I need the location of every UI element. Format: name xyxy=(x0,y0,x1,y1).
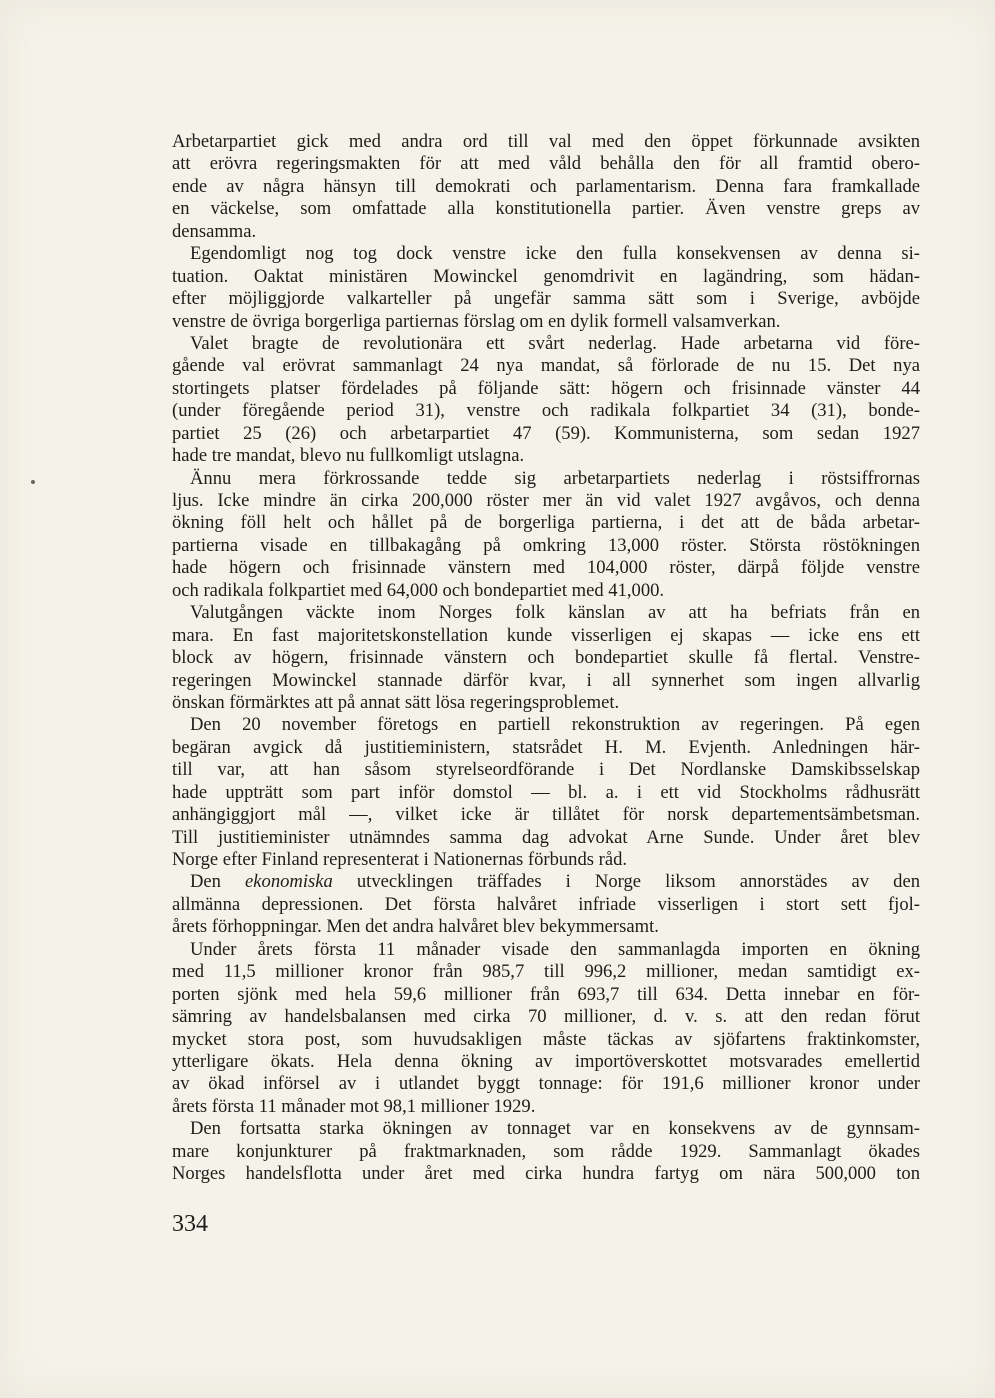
paragraph xyxy=(172,714,920,871)
text-line: Arbetarpartiet gick med andra ord till val med den öppet förkunnade avsikten xyxy=(172,131,920,152)
text-line: partierna visade en tillbakagång på omkring 13,000 röster. Största röstökningen xyxy=(172,534,920,556)
text-line: hade högern och frisinnade vänstern med 104,000 röster, därpå följde venstre xyxy=(172,557,920,579)
text-line: venstre de övriga borgerliga partiernas förslag om en dylik formell valsamverkan. xyxy=(172,310,781,332)
paragraph xyxy=(172,871,920,938)
text-line: stortingets platser fördelades på följande sätt: högern och frisinnade vänster 44 xyxy=(172,377,920,399)
text-line: anhängiggjort mål —, vilket icke är tillåtet för norsk departementsämbetsman. xyxy=(172,804,920,826)
paragraph xyxy=(172,131,920,243)
text-line: ytterligare ökats. Hela denna ökning av importöverskottet motsvarades emellertid xyxy=(172,1050,920,1072)
text-line: ökning föll helt och hållet på de borgerliga partierna, i det att de båda arbetar- xyxy=(172,512,920,534)
text-line: ende av några hänsyn till demokrati och parlamentarism. Denna fara framkallade xyxy=(172,175,920,197)
margin-mark xyxy=(31,480,35,484)
text-line: sämring av handelsbalansen med cirka 70 millioner, d. v. s. att den redan förut xyxy=(172,1006,920,1028)
text-line: allmänna depressionen. Det första halvåret infriade visserligen i stort sett fjol- xyxy=(172,893,920,915)
text-line: Norges handelsflotta under året med cirka hundra fartyg om nära 500,000 ton xyxy=(172,1163,920,1185)
text-line: Egendomligt nog tog dock venstre icke den fulla konsekvensen av denna si- xyxy=(190,243,920,265)
paragraph xyxy=(172,602,920,714)
body-text xyxy=(172,131,920,1186)
text-line: Den ekonomiska utvecklingen träffades i Norge liksom annorstädes av den xyxy=(190,871,920,893)
text-line: ljus. Icke mindre än cirka 200,000 röster mer än vid valet 1927 avgåvos, och denna xyxy=(172,490,920,511)
text-line: Till justitieminister utnämndes samma dag advokat Arne Sunde. Under året blev xyxy=(172,826,920,848)
text-line: Norge efter Finland representerat i Nationernas förbunds råd. xyxy=(172,849,628,870)
text-line: densamma. xyxy=(172,220,257,242)
text-line: till var, att han såsom styrelseordförande i Det Nordlanske Damskibsselskap xyxy=(172,759,920,781)
paragraph xyxy=(172,468,920,603)
text-line: Valutgången väckte inom Norges folk känslan av att ha befriats från en xyxy=(190,602,920,624)
text-line: och radikala folkpartiet med 64,000 och bondepartiet med 41,000. xyxy=(172,579,665,601)
paragraph xyxy=(172,333,920,468)
text-line: en väckelse, som omfattade alla konstitutionella partier. Även venstre greps av xyxy=(172,198,920,220)
text-line: önskan förmärktes att på annat sätt lösa regeringsproblemet. xyxy=(172,691,620,713)
text-line: mare konjunkturer på fraktmarknaden, som rådde 1929. Sammanlagt ökades xyxy=(172,1140,920,1162)
text-line: begäran avgick då justitieministern, statsrådet H. M. Evjenth. Anledningen här- xyxy=(172,736,920,758)
paragraph xyxy=(172,939,920,1119)
text-line: (under föregående period 31), venstre och radikala folkpartiet 34 (31), bonde- xyxy=(172,400,920,422)
text-line: porten sjönk med hela 59,6 millioner från 693,7 till 634. Detta innebar en för- xyxy=(172,983,920,1005)
emphasized-word: ekonomiska xyxy=(245,871,333,893)
text-line: block av högern, frisinnade vänstern och bondepartiet skulle få flertal. Venstre- xyxy=(172,647,920,669)
page-number: 334 xyxy=(172,1211,208,1237)
paragraph xyxy=(172,1118,920,1185)
text-line: regeringen Mowinckel stannade därför kvar, i all synnerhet som ingen allvarlig xyxy=(172,669,920,691)
text-line: Den fortsatta starka ökningen av tonnaget var en konsekvens av de gynnsam- xyxy=(190,1118,920,1140)
paragraph xyxy=(172,243,920,333)
text-line: mara. En fast majoritetskonstellation kunde visserligen ej skapas — icke ens ett xyxy=(172,624,920,646)
text-line: Valet bragte de revolutionära ett svårt nederlag. Hade arbetarna vid före- xyxy=(190,332,920,354)
text-line: med 11,5 millioner kronor från 985,7 till 996,2 millioner, medan samtidigt ex- xyxy=(172,961,920,983)
text-line: hade tre mandat, blevo nu fullkomligt utslagna. xyxy=(172,445,525,467)
text-line: Den 20 november företogs en partiell rekonstruktion av regeringen. På egen xyxy=(190,714,920,736)
text-line: efter möjliggjorde valkarteller på ungefär samma sätt som i Sverige, avböjde xyxy=(172,288,920,310)
text-line: tuation. Oaktat ministären Mowinckel genomdrivit en lagändring, som hädan- xyxy=(172,265,920,287)
text-line: årets förhoppningar. Men det andra halvåret blev bekymmersamt. xyxy=(172,916,659,938)
text-line: partiet 25 (26) och arbetarpartiet 47 (59). Kommunisterna, som sedan 1927 xyxy=(172,422,920,444)
text-line: hade uppträtt som part inför domstol — bl. a. i ett vid Stockholms rådhusrätt xyxy=(172,781,920,803)
text-line: att erövra regeringsmakten för att med våld behålla den för all framtid obero- xyxy=(172,153,920,175)
text-line: Ännu mera förkrossande tedde sig arbetarpartiets nederlag i röstsiffrornas xyxy=(190,467,920,489)
text-line: av ökad införsel av i utlandet byggt tonnage: för 191,6 millioner kronor under xyxy=(172,1073,920,1095)
text-line: årets första 11 månader mot 98,1 millioner 1929. xyxy=(172,1095,536,1117)
text-line: gående val erövrat sammanlagt 24 nya mandat, så förlorade de nu 15. Det nya xyxy=(172,355,920,377)
text-line: mycket stora post, som huvudsakligen måste täckas av sjöfartens fraktinkomster, xyxy=(172,1028,920,1050)
text-line: Under årets första 11 månader visade den sammanlagda importen en ökning xyxy=(190,938,920,960)
